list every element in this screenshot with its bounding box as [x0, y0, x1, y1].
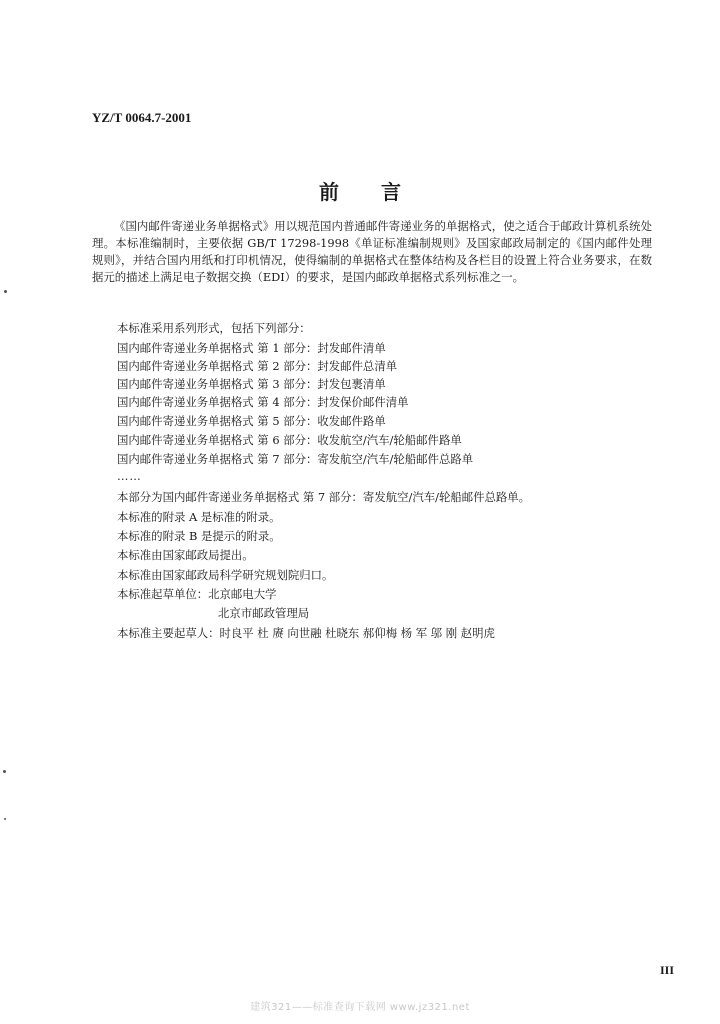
statement-centralized: 本标准由国家邮政局科学研究规划院归口。 [117, 568, 334, 582]
series-intro: 本标准采用系列形式，包括下列部分： [117, 321, 311, 335]
ellipsis: …… [117, 469, 142, 483]
scan-speck [4, 290, 7, 293]
part-item-5: 国内邮件寄递业务单据格式 第 5 部分：收发邮件路单 [117, 414, 386, 428]
intro-paragraph: 《国内邮件寄递业务单据格式》用以规范国内普通邮件寄递业务的单据格式，使之适合于邮政计算机系统处理。本标准编制时，主要依据 GB/T 17298-1998《单证标准编制规则》及国家邮政局制定的《国内邮件处理规则》，并结合国内用纸和打印机情况，使得编制的单据格式在整体结构及各栏目的设置上符合业务要求，在数据元的描述上满足电子数据交换（EDI）的要求，是国内邮政单据格式系列标准之一。 [92, 219, 652, 284]
part-item-1: 国内邮件寄递业务单据格式 第 1 部分：封发邮件清单 [117, 341, 386, 355]
part-item-2: 国内邮件寄递业务单据格式 第 2 部分：封发邮件总清单 [117, 359, 398, 373]
statement-appendix-b: 本标准的附录 B 是提示的附录。 [117, 529, 281, 543]
statement-appendix-a: 本标准的附录 A 是标准的附录。 [117, 510, 281, 524]
scan-speck [3, 770, 6, 773]
standard-code: YZ/T 0064.7-2001 [92, 110, 192, 125]
watermark: 建筑321——标准查询下载网 www.jz321.net [250, 1002, 470, 1013]
drafting-unit-2: 北京市邮政管理局 [218, 606, 310, 620]
statement-proposer: 本标准由国家邮政局提出。 [117, 548, 254, 562]
scan-speck [4, 818, 6, 820]
statement-part: 本部分为国内邮件寄递业务单据格式 第 7 部分：寄发航空/汽车/轮船邮件总路单。 [117, 490, 531, 504]
part-item-6: 国内邮件寄递业务单据格式 第 6 部分：收发航空/汽车/轮船邮件路单 [117, 433, 462, 447]
page-number: III [660, 963, 675, 977]
page-title: 前言 [319, 180, 443, 204]
part-item-3: 国内邮件寄递业务单据格式 第 3 部分：封发包裹清单 [117, 377, 386, 391]
drafters: 本标准主要起草人：时良平 杜 赓 向世融 杜晓东 郝仰梅 杨 军 邬 刚 赵明虎 [117, 626, 495, 640]
part-item-7: 国内邮件寄递业务单据格式 第 7 部分：寄发航空/汽车/轮船邮件总路单 [117, 452, 474, 466]
part-item-4: 国内邮件寄递业务单据格式 第 4 部分：封发保价邮件清单 [117, 395, 409, 409]
statement-drafting-unit: 本标准起草单位：北京邮电大学 [117, 587, 277, 601]
